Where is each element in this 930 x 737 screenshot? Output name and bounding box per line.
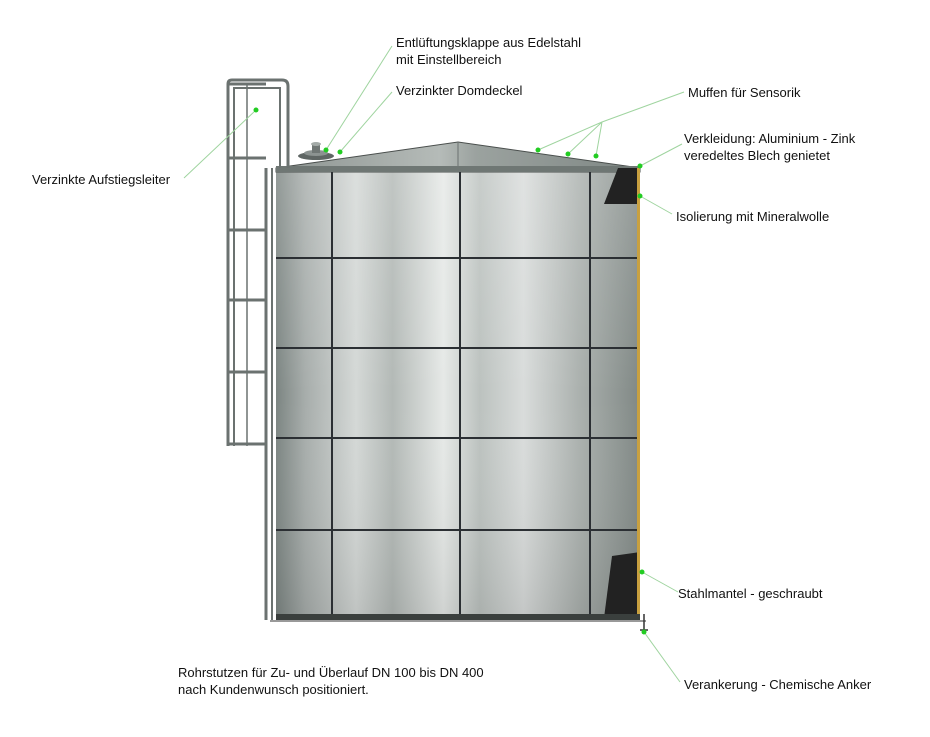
anchor-bolt (640, 614, 648, 630)
label-insulation: Isolierung mit Mineralwolle (676, 209, 830, 224)
base-ring (276, 614, 640, 620)
nozzle-note-line1: Rohrstutzen für Zu- und Überlauf DN 100 bis DN 400 (178, 665, 484, 680)
label-cladding-line2: veredeltes Blech genietet (684, 148, 830, 163)
label-cladding (684, 130, 855, 164)
tank-shell-shade (276, 168, 640, 620)
nozzle-note (178, 664, 484, 698)
leader-cladding (640, 144, 682, 166)
leader-sensor-1 (538, 122, 602, 150)
leader-vent (326, 46, 392, 150)
roof-rim (276, 166, 640, 172)
label-vent-line1: Entlüftungsklappe aus Edelstahl (396, 35, 582, 50)
label-anchoring: Verankerung - Chemische Anker (684, 677, 872, 692)
label-dome-cover: Verzinkter Domdeckel (396, 83, 523, 98)
leader-sensor-main (602, 92, 684, 122)
label-sensor-sockets: Muffen für Sensorik (688, 85, 801, 100)
label-ladder: Verzinkte Aufstiegsleiter (32, 172, 171, 187)
label-steel-shell: Stahlmantel - geschraubt (678, 586, 823, 601)
nozzle-note-line2: nach Kundenwunsch positioniert. (178, 682, 369, 697)
leader-insulation (640, 196, 672, 214)
tank-body (270, 142, 648, 630)
leader-dome-cover (340, 92, 392, 152)
label-vent-line2: mit Einstellbereich (396, 52, 502, 67)
label-cladding-line1: Verkleidung: Aluminium - Zink (684, 131, 856, 146)
leader-anchoring (644, 632, 680, 682)
leader-steel-shell (642, 572, 678, 592)
label-vent-valve (396, 34, 581, 68)
leader-ladder (184, 110, 256, 178)
dome-hatch (298, 142, 334, 160)
